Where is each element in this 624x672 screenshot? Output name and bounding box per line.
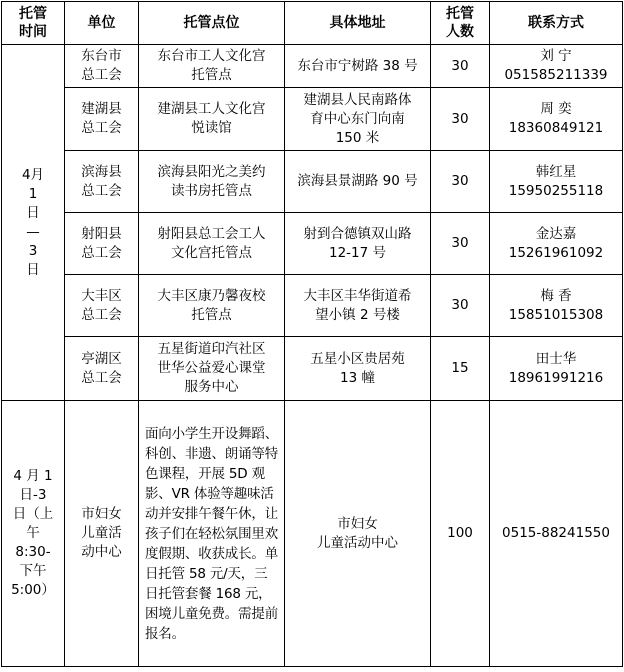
time-cell-group1 [2, 45, 65, 401]
contact-cell [490, 213, 623, 275]
contact-text: 金达嘉 15261961092 [508, 225, 604, 261]
unit-text: 建湖县 总工会 [81, 101, 122, 136]
address-cell [285, 275, 431, 337]
header-address-label: 具体地址 [329, 15, 386, 31]
site-cell [139, 88, 285, 151]
unit-cell [65, 337, 139, 401]
unit-cell [65, 213, 139, 275]
contact-text: 梅 香 15851015308 [508, 287, 604, 323]
unit-cell [65, 45, 139, 88]
table-row [2, 337, 623, 401]
site-cell [139, 213, 285, 275]
site-text: 滨海县阳光之美约 读书房托管点 [157, 163, 266, 199]
address-cell [285, 213, 431, 275]
unit-text: 市妇女 儿童活 动中心 [81, 506, 122, 560]
unit-cell [65, 275, 139, 337]
count-text: 30 [451, 110, 469, 127]
address-text: 东台市宁树路 38 号 [297, 57, 418, 74]
table-row [2, 45, 623, 88]
header-unit [65, 2, 139, 45]
count-cell [431, 151, 490, 213]
address-text: 五星小区贵居苑 13 幢 [310, 350, 405, 386]
header-time-label: 托管 时间 [19, 6, 47, 40]
header-count [431, 2, 490, 45]
count-cell [431, 88, 490, 151]
site-cell [139, 45, 285, 88]
site-cell [139, 337, 285, 401]
time-text: 4 月 1 日-3 日（上 午 8:30- 下午 5:00） [11, 468, 55, 598]
contact-text: 韩红星 15950255118 [508, 163, 604, 199]
address-cell [285, 401, 431, 667]
contact-cell [490, 275, 623, 337]
header-contact-label: 联系方式 [528, 15, 584, 31]
header-unit-label: 单位 [87, 15, 116, 31]
time-text: 4月 1 日 — 3 日 [21, 166, 45, 278]
header-time [2, 2, 65, 45]
contact-cell [490, 401, 623, 667]
count-cell [431, 45, 490, 88]
count-text: 30 [451, 57, 469, 74]
address-text: 大丰区丰华街道希 望小镇 2 号楼 [303, 287, 412, 323]
unit-text: 东台市 总工会 [81, 48, 122, 83]
contact-text: 周 奕 18360849121 [508, 101, 604, 136]
unit-text: 滨海县 总工会 [81, 163, 122, 199]
site-text: 建湖县工人文化宫 悦读馆 [157, 101, 266, 136]
address-cell [285, 337, 431, 401]
site-text: 射阳县总工会工人 文化宫托管点 [157, 225, 266, 261]
header-count-label: 托管 人数 [446, 6, 474, 40]
count-cell [431, 401, 490, 667]
header-row [2, 2, 623, 45]
count-text: 15 [451, 360, 469, 376]
site-description-cell [139, 401, 285, 667]
address-cell [285, 45, 431, 88]
header-site-label: 托管点位 [183, 15, 240, 31]
count-text: 30 [451, 173, 469, 189]
unit-text: 大丰区 总工会 [81, 287, 122, 323]
table-row [2, 213, 623, 275]
site-description-text: 面向小学生开设舞蹈、科创、非遗、朗诵等特色课程，开展 5D 观影、VR 体验等趣味活动并安排午餐午休，让孩子们在轻松氛围里欢度假期、收获成长。单日托管 58 元/天，三日托管套餐 168 元，困境儿童免费。需提前报名。 [145, 425, 278, 642]
address-text: 市妇女 儿童活动中心 [317, 515, 398, 551]
custody-schedule-table [1, 1, 623, 667]
count-cell [431, 213, 490, 275]
site-text: 五星街道印汽社区 世华公益爱心课堂 服务中心 [157, 341, 266, 395]
count-text: 100 [447, 525, 473, 541]
table-row [2, 151, 623, 213]
contact-cell [490, 88, 623, 151]
site-cell [139, 275, 285, 337]
header-contact [490, 2, 623, 45]
table-row-women-children-center [2, 401, 623, 667]
site-text: 大丰区康乃馨夜校 托管点 [157, 287, 266, 323]
table-row [2, 88, 623, 151]
count-text: 30 [451, 235, 469, 251]
unit-cell [65, 401, 139, 667]
unit-cell [65, 151, 139, 213]
header-address [285, 2, 431, 45]
count-text: 30 [451, 297, 469, 313]
contact-cell [490, 45, 623, 88]
header-site [139, 2, 285, 45]
address-cell [285, 151, 431, 213]
contact-cell [490, 151, 623, 213]
address-text: 射到合德镇双山路 12-17 号 [303, 225, 412, 261]
contact-text: 0515-88241550 [502, 525, 610, 541]
address-cell [285, 88, 431, 151]
contact-cell [490, 337, 623, 401]
time-cell-group2 [2, 401, 65, 667]
address-text: 滨海县景湖路 90 号 [297, 173, 418, 189]
unit-text: 射阳县 总工会 [81, 225, 122, 261]
contact-text: 田士华 18961991216 [508, 350, 604, 386]
unit-cell [65, 88, 139, 151]
address-text: 建湖县人民南路体 育中心东门向南 150 米 [303, 91, 412, 146]
count-cell [431, 337, 490, 401]
contact-text: 刘 宁 051585211339 [504, 48, 608, 83]
table-row [2, 275, 623, 337]
count-cell [431, 275, 490, 337]
unit-text: 亭湖区 总工会 [81, 350, 122, 386]
site-text: 东台市工人文化宫 托管点 [157, 48, 266, 83]
site-cell [139, 151, 285, 213]
